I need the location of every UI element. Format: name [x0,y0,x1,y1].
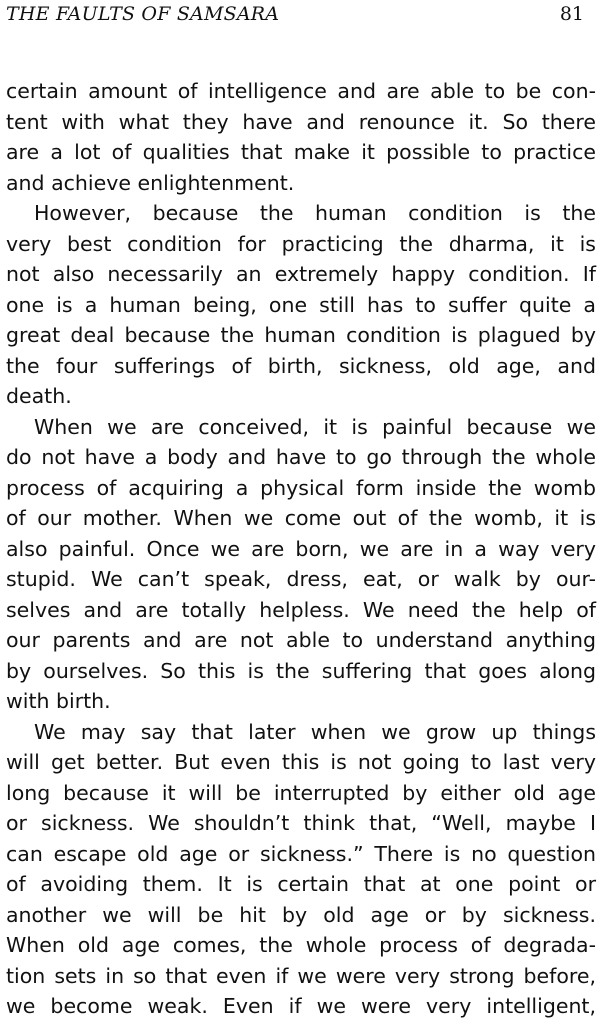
text-line: stupid. We can’t speak, dress, eat, or walk by our- [6,567,596,591]
text-line: with birth. [6,689,111,713]
text-line: and achieve enlightenment. [6,170,295,195]
text-line: our parents and are not able to understand anything [6,628,596,652]
text-line: we become weak. Even if we were very intelligent, [6,994,596,1018]
paragraph [6,717,596,1022]
text-line: another we will be hit by old age or by sickness. [6,902,596,927]
page-number: 81 [559,3,584,25]
text-line: by ourselves. So this is the suffering that goes along [6,658,596,683]
text-line: When old age comes, the whole process of degrada- [6,933,596,957]
text-line: However, because the human condition is the [34,201,596,225]
text-line: tion sets in so that even if we were very strong before, [6,963,596,988]
text-line: can escape old age or sickness.” There is no question [6,841,596,866]
text-line: process of acquiring a physical form inside the womb [6,475,596,500]
text-line: one is a human being, one still has to suffer quite a [6,292,596,317]
text-line: of our mother. When we come out of the womb, it is [6,506,596,530]
paragraph [6,412,596,717]
text-line: We may say that later when we grow up things [34,719,596,744]
text-line: When we are conceived, it is painful because we [34,414,596,439]
text-line: the four sufferings of birth, sickness, old age, and [6,353,596,378]
text-line: of avoiding them. It is certain that at one point or [6,872,596,896]
running-head [6,3,584,33]
running-title: THE FAULTS OF SAMSARA [6,3,280,25]
text-line: death. [6,384,72,408]
text-line: great deal because the human condition is plagued by [6,323,596,347]
text-line: not also necessarily an extremely happy condition. If [6,262,596,286]
body-text [6,76,596,1022]
text-line: certain amount of intelligence and are able to be con- [6,79,596,103]
text-line: are a lot of qualities that make it possible to practice [6,140,596,164]
text-line: will get better. But even this is not going to last very [6,750,596,774]
text-line: do not have a body and have to go through the whole [6,445,596,469]
text-line: selves and are totally helpless. We need the help of [6,597,596,622]
text-line: very best condition for practicing the dharma, it is [6,231,596,256]
paragraph [6,76,596,198]
text-line: tent with what they have and renounce it. So there [6,109,596,134]
text-line: or sickness. We shouldn’t think that, “Well, maybe I [6,811,596,835]
text-line: also painful. Once we are born, we are in a way very [6,536,596,561]
text-line: long because it will be interrupted by either old age [6,780,596,805]
paragraph [6,198,596,412]
